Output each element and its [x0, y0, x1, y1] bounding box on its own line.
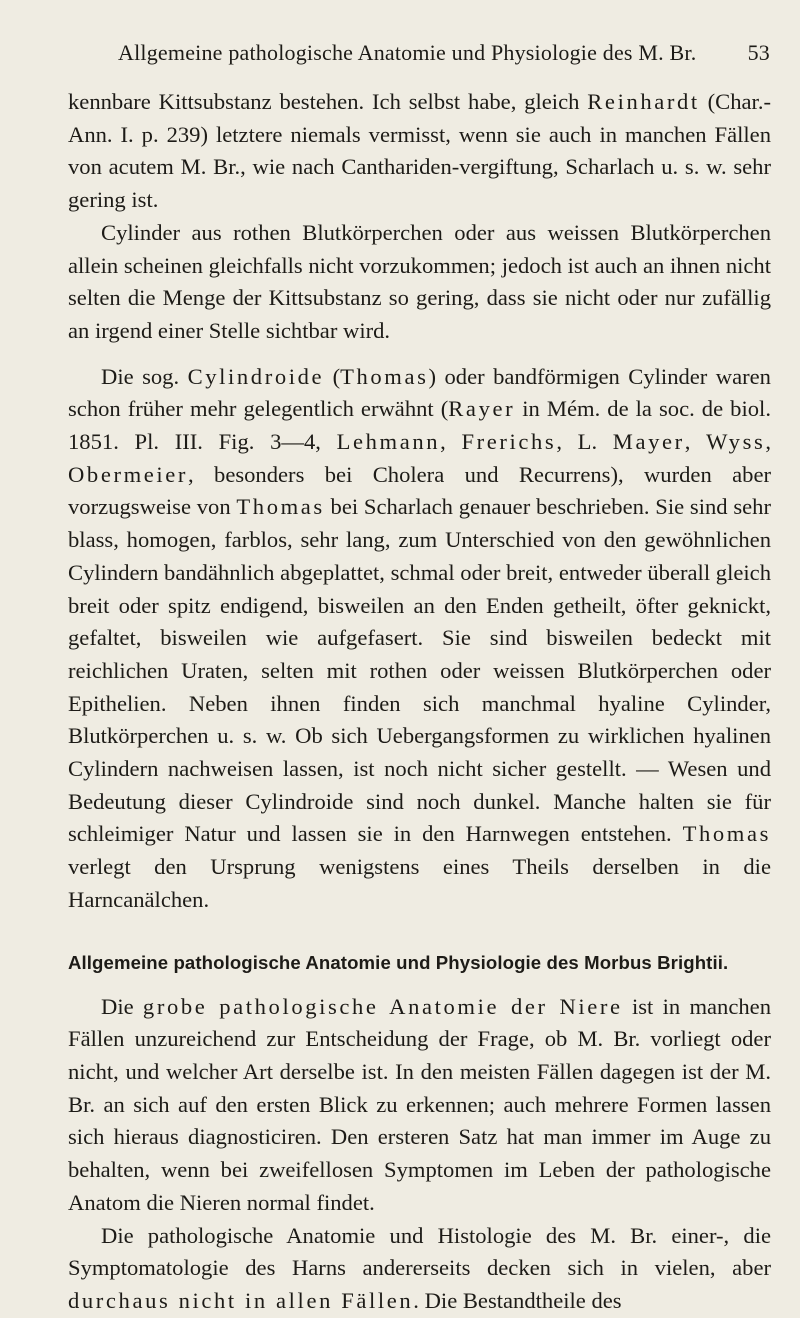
- spaced-name: Mayer: [612, 429, 685, 455]
- text-run: . Die Bestandtheile des: [413, 1287, 622, 1313]
- section-heading: Allgemeine pathologische Anatomie und Physiologie des Morbus Brightii.: [68, 951, 729, 973]
- spaced-name: Obermeier: [68, 461, 188, 487]
- text-run: (Char.-Ann. I. p. 239) letztere niemals vermisst, wenn sie auch in manchen Fällen von acutem M. Br., wie nach Canthariden-vergiftung, Scharlach u. s. w. sehr gering ist.: [68, 89, 771, 213]
- body-text: [68, 86, 771, 1318]
- text-run: , L.: [556, 429, 613, 455]
- spaced-name: Thomas: [340, 363, 429, 389]
- text-run: verlegt den Ursprung wenigstens eines Theils derselben in die Harncanälchen.: [68, 854, 771, 912]
- text-run: Die pathologische Anatomie und Histologie des M. Br. einer-, die Symptomatologie des Harns andererseits decken sich in vielen, aber: [68, 1222, 771, 1281]
- spaced-name: Frerichs: [461, 429, 557, 455]
- paragraph-3: [68, 361, 771, 917]
- text-run: (: [324, 363, 341, 389]
- text-run: ,: [440, 429, 462, 455]
- text-run: ,: [765, 429, 772, 455]
- spaced-term: Cylindroide: [187, 363, 325, 389]
- paragraph-1: [68, 86, 771, 217]
- text-run: ,: [684, 429, 707, 455]
- text-run: kennbare Kittsubstanz bestehen. Ich selbst habe, gleich: [68, 89, 588, 114]
- text-run: , besonders bei Cholera und Recurrens), wurden aber vorzugsweise von: [68, 461, 771, 520]
- text-run: ist in manchen Fällen unzureichend zur Entscheidung der Frage, ob M. Br. vorliegt oder nicht, und welcher Art derselbe ist. In den meisten Fällen dagegen ist der M. Br. an sich auf den ersten Blick zu erkennen; auch mehrere Formen lassen sich hieraus diagnosticiren. Den ersteren Satz hat man immer im Auge zu behalten, wenn bei zweifellosen Symptomen im Leben der pathologische Anatom die Nieren normal findet.: [68, 993, 771, 1215]
- paragraph-5: [68, 1220, 771, 1318]
- spaced-name: Thomas: [236, 494, 325, 520]
- spaced-emphasis: durchaus nicht in allen Fällen: [68, 1287, 414, 1313]
- spaced-term: grobe pathologische Anatomie der Niere: [142, 993, 623, 1019]
- spaced-name: Lehmann: [336, 429, 441, 455]
- text-run: ) oder bandförmigen Cylinder waren schon früher mehr gelegentlich erwähnt (: [68, 363, 771, 422]
- spaced-name: Wyss: [706, 429, 766, 455]
- spaced-name: Thomas: [682, 821, 771, 847]
- text-run: bei Scharlach genauer beschrieben. Sie sind sehr blass, homogen, farblos, sehr lang, zum Unterschied von den gewöhnlichen Cylindern bandähnlich abgeplattet, schmal oder breit, entweder überall gleich breit oder spitz endigend, bisweilen an den Enden getheilt, öfter geknickt, gefaltet, bisweilen wie aufgefasert. Sie sind bisweilen bedeckt mit reichlichen Uraten, selten mit rothen oder weissen Blutkörperchen oder Epithelien. Neben ihnen finden sich manchmal hyaline Cylinder, Blutkörperchen u. s. w. Ob sich Uebergangsformen zu wirklichen hyalinen Cylindern nachweisen lassen, ist noch nicht sicher gestellt. — Wesen und Bedeutung dieser Cylindroide sind noch dunkel. Manche halten sie für schleimiger Natur und lassen sie in den Harnwegen entstehen.: [68, 494, 771, 847]
- running-header: [118, 40, 770, 66]
- text-run: in Mém. de la soc. de biol. 1851. Pl. III. Fig. 3—4,: [68, 396, 771, 455]
- text-run: Die: [101, 993, 143, 1019]
- page-number: 53: [747, 40, 770, 65]
- text-run: Die sog.: [101, 363, 188, 389]
- spaced-name: Reinhardt: [587, 89, 700, 114]
- paragraph-2: Cylinder aus rothen Blutkörperchen oder aus weissen Blutkörperchen allein scheinen gleichfalls nicht vorzukommen; jedoch ist auch an ihnen nicht selten die Menge der Kittsubstanz so gering, dass sie nicht oder nur zufällig an irgend einer Stelle sichtbar wird.: [68, 219, 771, 343]
- running-title: Allgemeine pathologische Anatomie und Physiologie des M. Br.: [118, 40, 697, 65]
- paragraph-4: [68, 991, 771, 1220]
- spaced-name: Rayer: [448, 396, 516, 422]
